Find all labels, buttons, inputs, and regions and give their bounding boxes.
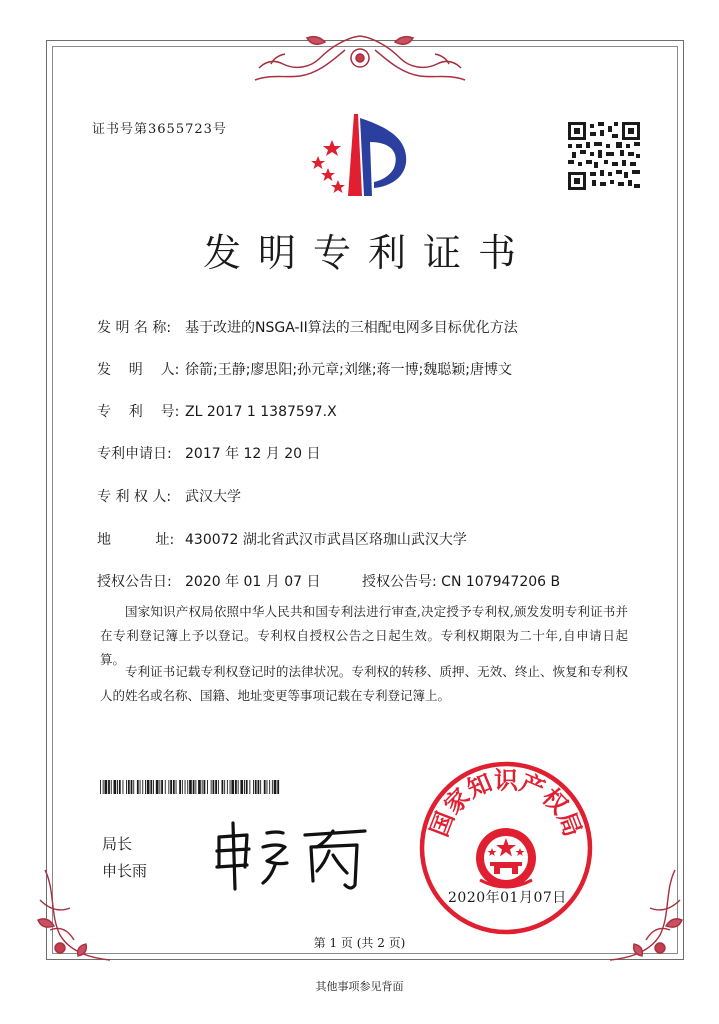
logo-red-stroke — [348, 114, 362, 196]
bottom-right-ornament — [600, 860, 690, 970]
field-patentee — [97, 486, 241, 506]
invention-name-label: 发 明 名 称: — [97, 320, 172, 336]
legal-paragraph-1: 国家知识产权局依照中华人民共和国专利法进行审查,决定授予专利权,颁发发明专利证书并在专利登记簿上予以登记。专利权自授权公告之日起生效。专利权期限为二十年,自申请日起算。 — [100, 604, 628, 667]
field-invention-name — [97, 317, 518, 337]
field-address — [97, 529, 467, 549]
certificate-title: 发明专利证书 — [202, 231, 533, 275]
seal-date: 2020年01月07日 — [448, 890, 567, 906]
signatory-title: 局长 — [102, 835, 133, 853]
cnipa-logo — [302, 112, 418, 204]
inventors-label: 发 明 人: — [97, 362, 180, 378]
patent-number-value: ZL 2017 1 1387597.X — [185, 404, 337, 420]
logo-star-2 — [311, 156, 325, 169]
national-emblem — [476, 828, 536, 888]
filing-date-value: 2017 年 12 月 20 日 — [185, 446, 321, 462]
filing-date-label: 专利申请日: — [97, 446, 172, 462]
patent-number-label: 专 利 号: — [97, 404, 180, 420]
page-indicator: 第 1 页 (共 2 页) — [313, 936, 406, 950]
official-seal — [418, 760, 594, 936]
grant-number-value: CN 107947206 B — [441, 574, 561, 590]
invention-name-value: 基于改进的NSGA-II算法的三相配电网多目标优化方法 — [185, 320, 518, 336]
patentee-label: 专 利 权 人: — [97, 489, 172, 505]
field-grant-number — [362, 571, 560, 591]
logo-star-3 — [321, 168, 335, 181]
seal-text: 国家知识产权局 — [425, 766, 587, 841]
signatory-name: 申长雨 — [102, 862, 148, 880]
patentee-value: 武汉大学 — [185, 489, 241, 505]
barcode — [100, 780, 280, 794]
logo-star-1 — [323, 140, 341, 156]
grant-number-label: 授权公告号: — [362, 574, 437, 590]
address-label: 地 址: — [97, 532, 175, 548]
top-ornament — [225, 28, 495, 90]
handwritten-signature — [205, 815, 375, 895]
field-grant-date — [97, 571, 321, 591]
qr-code — [568, 122, 640, 190]
field-inventors — [97, 359, 512, 379]
grant-date-value: 2020 年 01 月 07 日 — [185, 574, 321, 590]
grant-date-label: 授权公告日: — [97, 574, 172, 590]
logo-blue-stroke — [360, 118, 406, 196]
field-filing-date — [97, 443, 321, 463]
field-patent-number — [97, 401, 337, 421]
legal-paragraph-2: 专利证书记载专利权登记时的法律状况。专利权的转移、质押、无效、终止、恢复和专利权人的姓名或名称、国籍、地址变更等事项记载在专利登记簿上。 — [100, 664, 628, 703]
inventors-value: 徐箭;王静;廖思阳;孙元章;刘继;蒋一博;魏聪颖;唐博文 — [185, 362, 513, 378]
certificate-number: 证书号第3655723号 — [92, 122, 227, 137]
footer-note: 其他事项参见背面 — [315, 980, 404, 993]
address-value: 430072 湖北省武汉市武昌区珞珈山武汉大学 — [185, 532, 467, 548]
logo-star-4 — [331, 180, 345, 193]
